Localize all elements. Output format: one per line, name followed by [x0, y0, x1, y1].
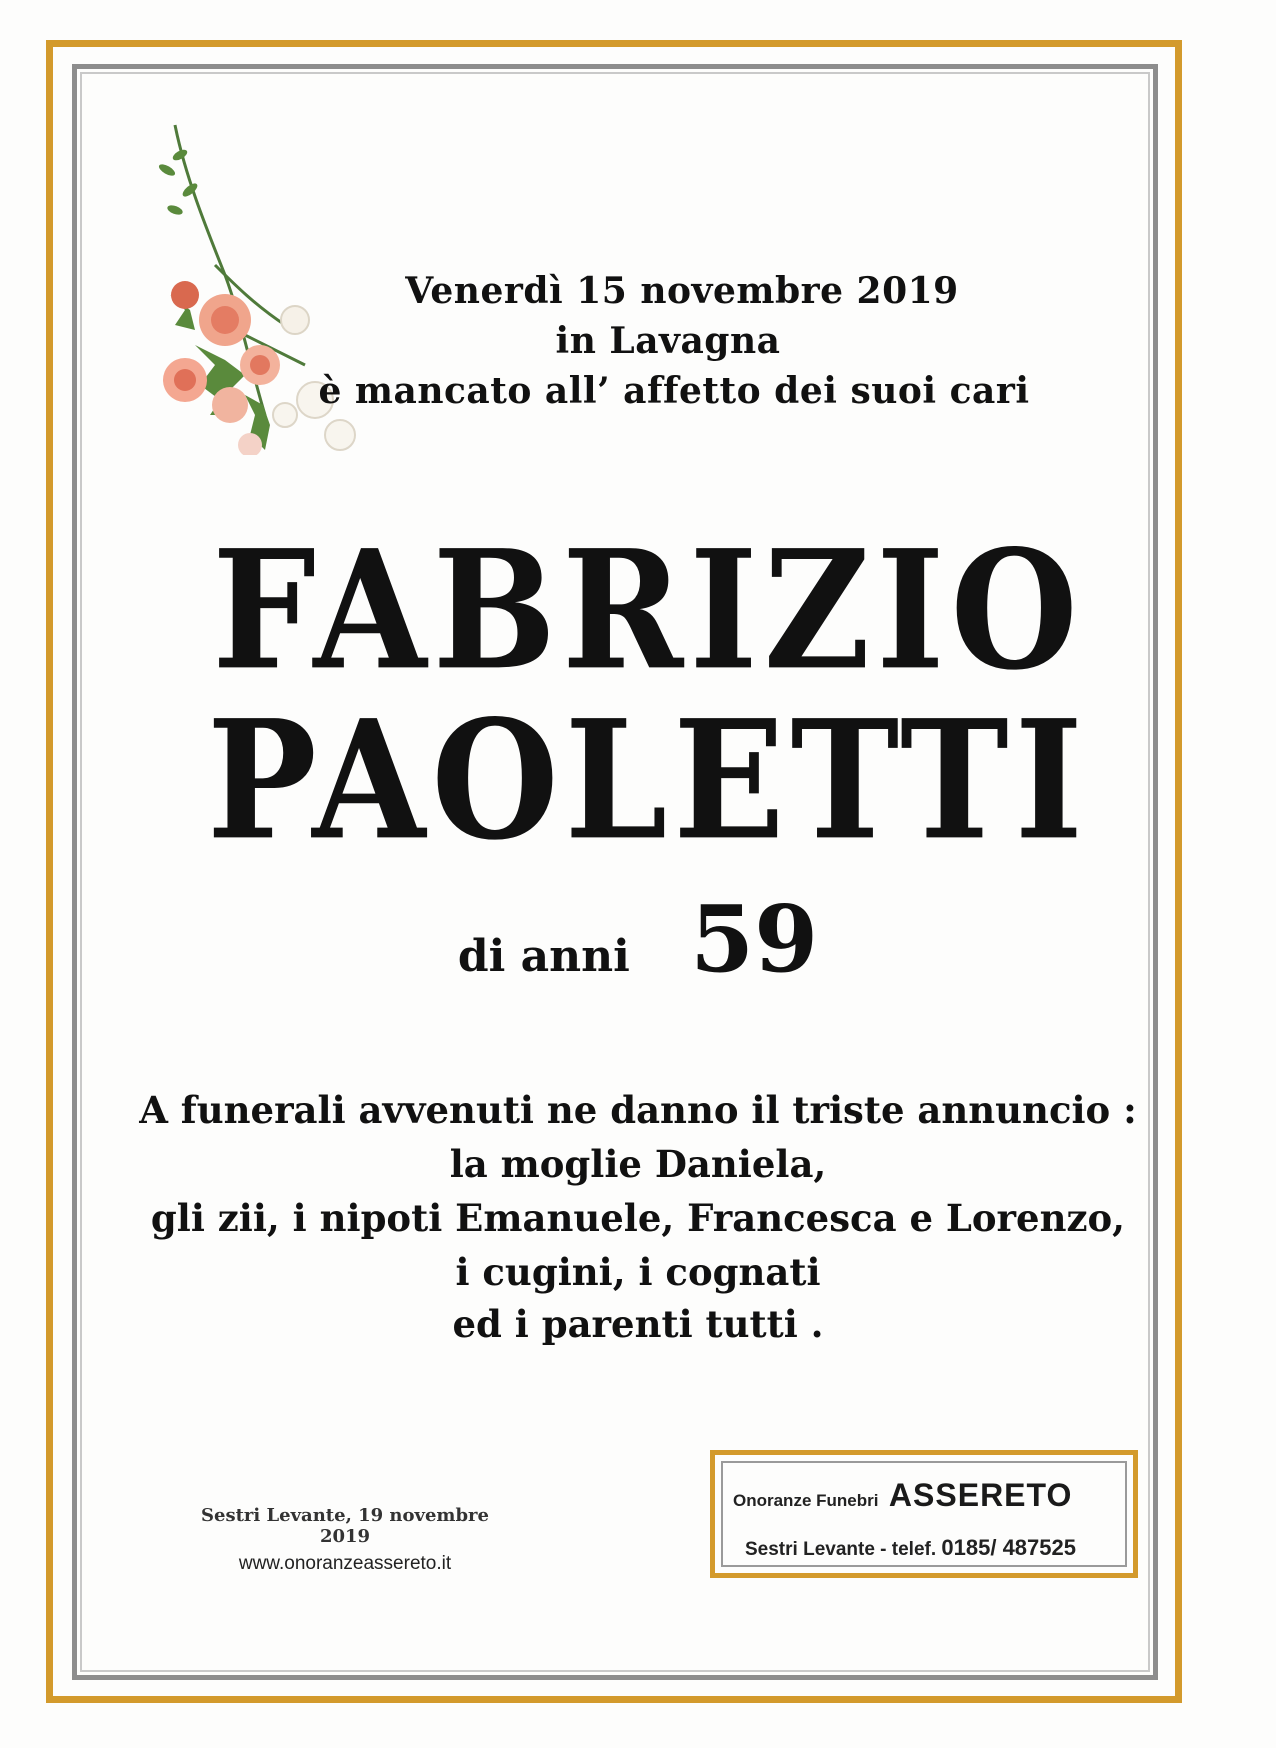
- place-line: in Lavagna: [555, 320, 781, 362]
- deceased-first-name: FABRIZIO: [212, 515, 1084, 707]
- mourners-line-1: A funerali avvenuti ne danno il triste annuncio :: [139, 1088, 1137, 1132]
- age-label: di anni: [457, 931, 630, 982]
- mourners-line-3: gli zii, i nipoti Emanuele, Francesca e Lorenzo,: [150, 1196, 1126, 1240]
- funeral-home-phone: 0185/ 487525: [941, 1535, 1076, 1560]
- funeral-home-name: ASSERETO: [888, 1477, 1073, 1513]
- contact-prefix: Sestri Levante - telef.: [745, 1539, 937, 1560]
- footer-website: www.onoranzeassereto.it: [238, 1553, 452, 1574]
- date-line: Venerdì 15 novembre 2019: [405, 270, 959, 312]
- footer-info: [175, 1505, 515, 1575]
- mourners-line-5: ed i parenti tutti .: [452, 1302, 824, 1346]
- funeral-home-label: Onoranze Funebri: [733, 1491, 879, 1510]
- age-value: 59: [690, 885, 819, 993]
- age-line: [0, 885, 1276, 993]
- mourners-line-4: i cugini, i cognati: [455, 1250, 821, 1294]
- stamp-contact: [745, 1535, 1076, 1561]
- mourners-line-2: la moglie Daniela,: [449, 1142, 827, 1186]
- deceased-last-name: PAOLETTI: [207, 685, 1089, 877]
- funeral-home-stamp: [710, 1450, 1138, 1578]
- stamp-title: [733, 1477, 1072, 1514]
- footer-place-date: Sestri Levante, 19 novembre 2019: [201, 1505, 489, 1547]
- message-line: è mancato all’ affetto dei suoi cari: [318, 370, 1030, 412]
